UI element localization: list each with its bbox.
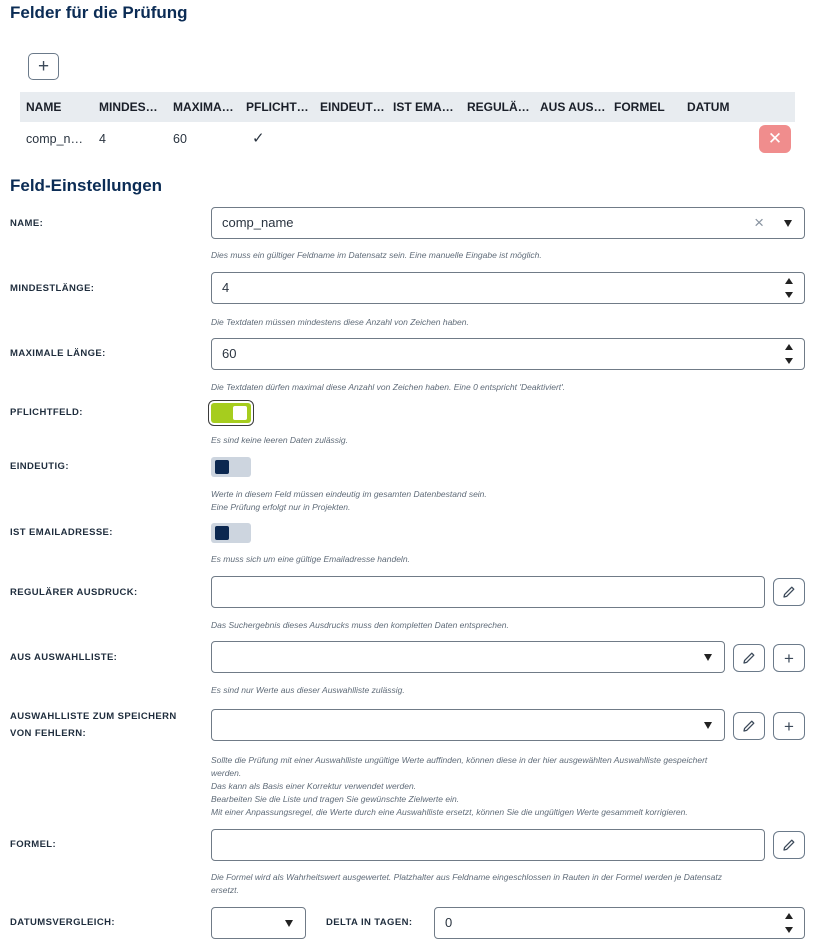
col-header-eindeutig[interactable]: EINDEUT… <box>320 100 385 114</box>
name-hint: Dies muss ein gültiger Feldname im Datensatz sein. Eine manuelle Eingabe ist möglich. <box>211 250 542 260</box>
col-header-name[interactable]: NAME <box>26 100 62 114</box>
col-header-auswahl[interactable]: AUS AUS… <box>540 100 606 114</box>
unique-toggle[interactable] <box>211 457 251 477</box>
plus-icon: + <box>37 56 50 77</box>
date-compare-select[interactable] <box>211 907 306 939</box>
name-label: NAME: <box>10 218 44 229</box>
add-error-list-button[interactable] <box>773 712 805 740</box>
error-list-label-2: VON FEHLERN: <box>10 728 87 739</box>
edit-picklist-button[interactable] <box>733 644 765 672</box>
date-compare-label: DATUMSVERGLEICH: <box>10 917 115 928</box>
col-header-regex[interactable]: REGULÄ… <box>467 100 530 114</box>
delete-row-button[interactable] <box>759 125 791 153</box>
cell-min: 4 <box>99 132 106 146</box>
delta-days-value: 0 <box>445 915 453 930</box>
max-length-label: MAXIMALE LÄNGE: <box>10 348 106 359</box>
spinner-icon[interactable] <box>784 277 794 299</box>
name-value: comp_name <box>222 215 294 230</box>
email-toggle[interactable] <box>211 523 251 543</box>
col-header-min[interactable]: MINDES… <box>99 100 158 114</box>
pencil-icon <box>781 837 797 853</box>
clear-icon[interactable]: × <box>754 213 764 232</box>
picklist-hint: Es sind nur Werte aus dieser Auswahlliste zulässig. <box>211 685 405 695</box>
regex-label: REGULÄRER AUSDRUCK: <box>10 587 138 598</box>
add-field-button[interactable] <box>28 53 59 80</box>
error-list-hint-1: Sollte die Prüfung mit einer Auswahlliste ungültige Werte auffinden, können diese in der hier ausgewählten Auswahlliste gespeichert <box>211 755 708 765</box>
email-hint: Es muss sich um eine gültige Emailadresse handeln. <box>211 554 410 564</box>
close-icon: ✕ <box>767 129 783 148</box>
name-select[interactable] <box>211 207 805 239</box>
col-header-pflicht[interactable]: PFLICHT… <box>246 100 309 114</box>
max-length-value: 60 <box>222 346 237 361</box>
plus-icon: + <box>784 716 794 736</box>
unique-hint-1: Werte in diesem Feld müssen eindeutig im gesamten Datenbestand sein. <box>211 489 487 499</box>
pencil-icon <box>741 718 757 734</box>
error-list-hint-4: Bearbeiten Sie die Liste und tragen Sie gewünschte Zielwerte ein. <box>211 794 460 804</box>
formula-input[interactable] <box>211 829 765 861</box>
regex-input[interactable] <box>211 576 765 608</box>
checkmark-icon: ✓ <box>252 130 265 147</box>
required-hint: Es sind keine leeren Daten zulässig. <box>211 435 349 445</box>
formula-label: FORMEL: <box>10 839 57 850</box>
col-header-email[interactable]: IST EMA… <box>393 100 454 114</box>
max-length-hint: Die Textdaten dürfen maximal diese Anzahl von Zeichen haben. Eine 0 entspricht 'Deaktiviert'. <box>211 382 566 392</box>
chevron-down-icon[interactable] <box>704 654 712 661</box>
formula-hint-1: Die Formel wird als Wahrheitswert ausgewertet. Platzhalter aus Feldname eingeschlossen in Rauten in der Formel werden je Datensatz <box>211 872 723 882</box>
cell-name: comp_n… <box>26 132 83 146</box>
max-length-input[interactable] <box>211 338 805 370</box>
picklist-select[interactable] <box>211 641 725 673</box>
unique-label: EINDEUTIG: <box>10 461 69 472</box>
col-header-datum[interactable]: DATUM <box>687 100 730 114</box>
error-list-hint-2: werden. <box>211 768 242 778</box>
picklist-label: AUS AUSWAHLLISTE: <box>10 652 118 663</box>
spinner-icon[interactable] <box>784 912 794 934</box>
email-label: IST EMAILADRESSE: <box>10 527 113 538</box>
pencil-icon <box>741 650 757 666</box>
edit-formula-button[interactable] <box>773 831 805 859</box>
chevron-down-icon[interactable] <box>784 220 792 227</box>
delta-days-input[interactable] <box>434 907 805 939</box>
chevron-down-icon[interactable] <box>285 920 293 927</box>
error-list-select[interactable] <box>211 709 725 741</box>
table-header <box>20 92 795 122</box>
plus-icon: + <box>784 648 794 668</box>
min-length-hint: Die Textdaten müssen mindestens diese Anzahl von Zeichen haben. <box>211 317 469 327</box>
spinner-icon[interactable] <box>784 343 794 365</box>
cell-max: 60 <box>173 132 187 146</box>
section-title-fields: Felder für die Prüfung <box>10 3 188 22</box>
unique-hint-2: Eine Prüfung erfolgt nur in Projekten. <box>211 502 351 512</box>
formula-hint-2: ersetzt. <box>211 885 239 895</box>
delta-days-label: DELTA IN TAGEN: <box>326 917 413 928</box>
table-row[interactable] <box>20 122 795 156</box>
edit-error-list-button[interactable] <box>733 712 765 740</box>
pencil-icon <box>781 584 797 600</box>
add-picklist-button[interactable] <box>773 644 805 672</box>
min-length-value: 4 <box>222 280 230 295</box>
required-toggle[interactable] <box>211 403 251 423</box>
required-label: PFLICHTFELD: <box>10 407 83 418</box>
col-header-max[interactable]: MAXIMA… <box>173 100 234 114</box>
min-length-label: MINDESTLÄNGE: <box>10 283 95 294</box>
col-header-formel[interactable]: FORMEL <box>614 100 665 114</box>
error-list-hint-5: Mit einer Anpassungsregel, die Werte durch eine Auswahlliste ersetzt, können Sie die ungültigen Werte gesammelt korrigieren. <box>211 807 688 817</box>
error-list-label-1: AUSWAHLLISTE ZUM SPEICHERN <box>10 711 177 722</box>
regex-hint: Das Suchergebnis dieses Ausdrucks muss den kompletten Daten entsprechen. <box>211 620 509 630</box>
min-length-input[interactable] <box>211 272 805 304</box>
edit-regex-button[interactable] <box>773 578 805 606</box>
chevron-down-icon[interactable] <box>704 722 712 729</box>
section-title-settings: Feld-Einstellungen <box>10 176 163 195</box>
error-list-hint-3: Das kann als Basis einer Korrektur verwendet werden. <box>211 781 417 791</box>
